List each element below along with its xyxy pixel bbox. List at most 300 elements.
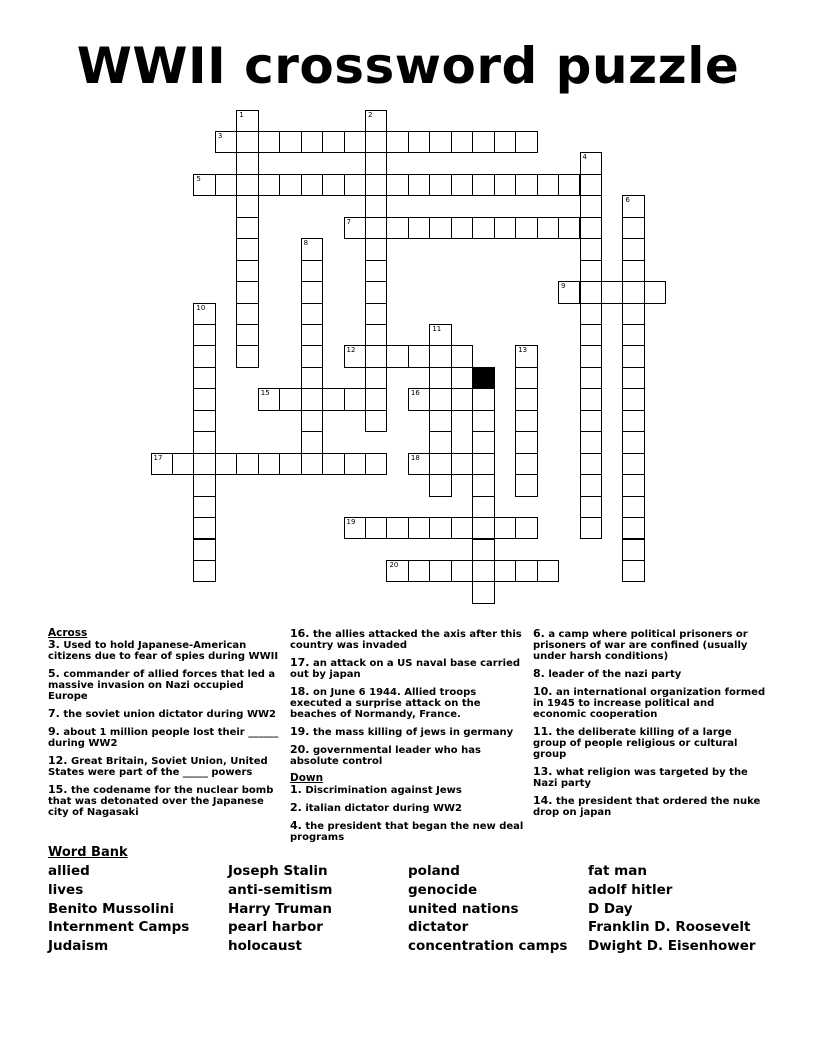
clue-text: the allies attacked the axis after this country was invaded	[290, 629, 522, 651]
grid-cell[interactable]	[622, 560, 644, 582]
grid-cell[interactable]	[301, 324, 323, 346]
grid-cell[interactable]	[472, 388, 494, 410]
clue-number: 18	[410, 453, 420, 462]
grid-cell[interactable]	[622, 517, 644, 539]
grid-cell[interactable]	[622, 260, 644, 282]
page-title: WWII crossword puzzle	[76, 37, 740, 95]
word-bank-word: Dwight D. Eisenhower	[588, 938, 756, 955]
clue-across	[48, 755, 283, 778]
grid-cell[interactable]	[301, 345, 323, 367]
clue-number: 20	[389, 560, 399, 569]
clue-num: 17.	[290, 656, 310, 669]
grid-cell[interactable]	[580, 453, 602, 475]
clue-across	[290, 726, 525, 738]
grid-cell[interactable]	[472, 560, 494, 582]
word-bank-word: Franklin D. Roosevelt	[588, 919, 751, 936]
grid-cell[interactable]	[322, 388, 344, 410]
grid-cell[interactable]	[580, 238, 602, 260]
grid-cell[interactable]	[622, 410, 644, 432]
grid-cell[interactable]	[365, 260, 387, 282]
clue-text: the president that ordered the nuke drop on japan	[533, 796, 761, 818]
grid-cell[interactable]	[408, 560, 430, 582]
grid-cell[interactable]	[515, 517, 537, 539]
clue-number: 2	[368, 110, 373, 119]
grid-cell[interactable]	[622, 367, 644, 389]
grid-cell[interactable]	[472, 474, 494, 496]
grid-cell[interactable]	[365, 345, 387, 367]
clue-number: 10	[196, 303, 206, 312]
clue-down	[533, 726, 768, 760]
clue-num: 4.	[290, 819, 302, 832]
grid-cell[interactable]	[365, 110, 387, 132]
grid-cell[interactable]	[172, 453, 194, 475]
clue-num: 3.	[48, 638, 60, 651]
word-bank-word: Judaism	[48, 938, 109, 955]
grid-cell[interactable]	[258, 453, 280, 475]
clue-number: 19	[346, 518, 356, 527]
grid-cell[interactable]	[258, 174, 280, 196]
clue-text: the deliberate killing of a large group of people religious or cultural group	[533, 727, 738, 760]
clue-across	[48, 668, 283, 702]
clue-text: the soviet union dictator during WW2	[63, 709, 276, 720]
grid-cell[interactable]	[622, 431, 644, 453]
grid-cell[interactable]	[193, 431, 215, 453]
grid-cell[interactable]	[622, 345, 644, 367]
grid-cell[interactable]	[301, 281, 323, 303]
grid-cell[interactable]	[322, 453, 344, 475]
grid-cell[interactable]	[580, 517, 602, 539]
grid-cell[interactable]	[515, 217, 537, 239]
grid-cell[interactable]	[301, 238, 323, 260]
grid-cell[interactable]	[622, 453, 644, 475]
grid-cell[interactable]	[365, 195, 387, 217]
grid-cell[interactable]	[236, 238, 258, 260]
grid-cell[interactable]	[622, 474, 644, 496]
grid-cell[interactable]	[236, 131, 258, 153]
grid-cell[interactable]	[344, 345, 366, 367]
grid-cell[interactable]	[580, 410, 602, 432]
grid-cell[interactable]	[429, 174, 451, 196]
grid-cell[interactable]	[365, 281, 387, 303]
clue-text: a camp where political prisoners or prisoners of war are confined (usually under harsh conditions)	[533, 629, 748, 662]
clue-across	[48, 784, 283, 818]
grid-cell[interactable]	[301, 174, 323, 196]
clue-down	[533, 628, 768, 662]
grid-cell[interactable]	[622, 539, 644, 561]
grid-cell[interactable]	[580, 367, 602, 389]
clue-down	[533, 795, 768, 818]
clue-across	[48, 708, 283, 720]
grid-cell[interactable]	[580, 324, 602, 346]
grid-cell[interactable]	[151, 453, 173, 475]
grid-cell[interactable]	[344, 217, 366, 239]
grid-cell[interactable]	[215, 131, 237, 153]
grid-cell[interactable]	[429, 560, 451, 582]
word-bank-word: Harry Truman	[228, 900, 333, 917]
grid-cell[interactable]	[515, 388, 537, 410]
word-bank-word: Joseph Stalin	[228, 863, 328, 879]
grid-cell[interactable]	[622, 388, 644, 410]
grid-cell[interactable]	[258, 388, 280, 410]
clue-text: an international organization formed in 1945 to increase political and economic cooperation	[533, 687, 766, 720]
clue-num: 2.	[290, 801, 302, 814]
grid-cell[interactable]	[472, 581, 494, 603]
grid-cell[interactable]	[301, 303, 323, 325]
grid-cell[interactable]	[515, 453, 537, 475]
clue-across	[290, 628, 525, 651]
grid-cell[interactable]	[344, 388, 366, 410]
grid-cell[interactable]	[322, 131, 344, 153]
word-bank-word: anti-semitism	[228, 881, 333, 898]
clue-number: 6	[625, 196, 630, 205]
grid-cell[interactable]	[537, 560, 559, 582]
clue-text: Used to hold Japanese-American citizens due to fear of spies during WWII	[48, 640, 279, 662]
grid-cell[interactable]	[472, 453, 494, 475]
clue-section-header: Across	[48, 627, 88, 639]
grid-cell[interactable]	[193, 345, 215, 367]
word-bank-header: Word Bank	[48, 845, 128, 860]
grid-cell[interactable]	[279, 388, 301, 410]
grid-cell[interactable]	[429, 453, 451, 475]
grid-cell[interactable]	[365, 453, 387, 475]
clue-across	[290, 744, 525, 767]
clue-num: 20.	[290, 743, 310, 756]
grid-cell[interactable]	[558, 281, 580, 303]
clue-text: leader of the nazi party	[548, 669, 682, 680]
grid-cell[interactable]	[451, 388, 473, 410]
grid-cell[interactable]	[472, 517, 494, 539]
grid-cell[interactable]	[301, 260, 323, 282]
clue-number: 9	[561, 282, 566, 291]
word-bank-word: concentration camps	[408, 938, 568, 955]
grid-cell[interactable]	[580, 217, 602, 239]
grid-cell[interactable]	[279, 131, 301, 153]
grid-cell[interactable]	[193, 367, 215, 389]
grid-cell[interactable]	[236, 303, 258, 325]
grid-cell[interactable]	[472, 217, 494, 239]
grid-cell[interactable]	[344, 131, 366, 153]
word-bank-word: Benito Mussolini	[48, 900, 174, 917]
grid-cell[interactable]	[365, 174, 387, 196]
grid-cell[interactable]	[408, 345, 430, 367]
clues-column-1	[48, 628, 283, 824]
word-bank-word: allied	[48, 863, 90, 879]
grid-cell[interactable]	[193, 388, 215, 410]
word-bank-column-1	[48, 862, 189, 956]
grid-cell[interactable]	[429, 474, 451, 496]
grid-cell[interactable]	[429, 324, 451, 346]
grid-cell[interactable]	[193, 539, 215, 561]
grid-cell[interactable]	[344, 174, 366, 196]
grid-cell[interactable]	[193, 496, 215, 518]
grid-cell[interactable]	[429, 517, 451, 539]
grid-cell[interactable]	[580, 345, 602, 367]
grid-cell[interactable]	[193, 560, 215, 582]
clue-text: an attack on a US naval base carried out by japan	[290, 658, 521, 680]
grid-cell[interactable]	[451, 345, 473, 367]
word-bank-word: holocaust	[228, 938, 302, 955]
grid-cell[interactable]	[408, 517, 430, 539]
grid-cell[interactable]	[622, 324, 644, 346]
grid-cell[interactable]	[494, 517, 516, 539]
grid-cell[interactable]	[236, 152, 258, 174]
grid-cell[interactable]	[622, 303, 644, 325]
grid-cell[interactable]	[236, 281, 258, 303]
grid-cell[interactable]	[193, 324, 215, 346]
clue-text: what religion was targeted by the Nazi party	[533, 767, 748, 789]
grid-cell[interactable]	[386, 131, 408, 153]
clue-down	[533, 686, 768, 720]
grid-cell[interactable]	[236, 110, 258, 132]
clue-text: Great Britain, Soviet Union, United States were part of the _____ powers	[48, 756, 268, 778]
grid-cell[interactable]	[451, 453, 473, 475]
grid-cell[interactable]	[193, 517, 215, 539]
clue-text: about 1 million people lost their ______ during WW2	[48, 727, 279, 749]
grid-cell[interactable]	[494, 174, 516, 196]
clue-num: 13.	[533, 765, 553, 778]
clue-num: 14.	[533, 794, 553, 807]
grid-cell[interactable]	[622, 281, 644, 303]
grid-cell[interactable]	[365, 367, 387, 389]
grid-cell[interactable]	[515, 431, 537, 453]
grid-cell[interactable]	[365, 324, 387, 346]
grid-cell[interactable]	[236, 195, 258, 217]
grid-cell[interactable]	[622, 195, 644, 217]
word-bank-word: genocide	[408, 881, 478, 898]
clues-column-2	[290, 628, 525, 849]
grid-cell[interactable]	[344, 453, 366, 475]
clue-number: 13	[518, 346, 528, 355]
grid-cell[interactable]	[580, 152, 602, 174]
grid-cell[interactable]	[386, 560, 408, 582]
grid-cell[interactable]	[429, 388, 451, 410]
grid-cell[interactable]	[472, 131, 494, 153]
clue-num: 11.	[533, 725, 553, 738]
grid-cell[interactable]	[408, 174, 430, 196]
grid-cell[interactable]	[236, 217, 258, 239]
grid-cell[interactable]	[408, 453, 430, 475]
clue-num: 16.	[290, 627, 310, 640]
word-bank-word: pearl harbor	[228, 919, 323, 936]
clue-section-header: Down	[290, 772, 324, 784]
grid-cell[interactable]	[515, 474, 537, 496]
clue-down	[290, 802, 525, 814]
grid-cell[interactable]	[301, 388, 323, 410]
grid-cell[interactable]	[494, 131, 516, 153]
grid-cell[interactable]	[494, 560, 516, 582]
grid-cell[interactable]	[537, 174, 559, 196]
grid-cell[interactable]	[472, 174, 494, 196]
clue-number: 3	[217, 131, 223, 140]
grid-cell[interactable]	[322, 174, 344, 196]
grid-cell[interactable]	[580, 388, 602, 410]
grid-cell[interactable]	[193, 453, 215, 475]
grid-cell[interactable]	[622, 217, 644, 239]
grid-cell[interactable]	[601, 281, 623, 303]
grid-cell[interactable]	[365, 517, 387, 539]
grid-cell[interactable]	[515, 131, 537, 153]
clue-number: 1	[239, 110, 244, 119]
clue-number: 15	[260, 389, 270, 398]
grid-cell[interactable]	[236, 453, 258, 475]
grid-cell[interactable]	[494, 217, 516, 239]
grid-cell[interactable]	[451, 517, 473, 539]
grid-cell[interactable]	[193, 410, 215, 432]
grid-block	[472, 367, 494, 389]
word-bank-column-2	[228, 862, 332, 956]
grid-cell[interactable]	[472, 431, 494, 453]
clue-down	[533, 668, 768, 680]
clue-across	[48, 639, 283, 662]
grid-cell[interactable]	[622, 238, 644, 260]
grid-cell[interactable]	[408, 388, 430, 410]
clue-number: 17	[153, 453, 163, 462]
grid-cell[interactable]	[429, 367, 451, 389]
word-bank-word: Internment Camps	[48, 919, 190, 936]
clue-text: commander of allied forces that led a massive invasion on Nazi occupied Europe	[48, 669, 276, 702]
word-bank-word: poland	[408, 863, 460, 879]
grid-cell[interactable]	[429, 410, 451, 432]
grid-cell[interactable]	[236, 324, 258, 346]
grid-cell[interactable]	[472, 496, 494, 518]
word-bank-word: adolf hitler	[588, 881, 673, 898]
clue-num: 8.	[533, 667, 545, 680]
grid-cell[interactable]	[365, 410, 387, 432]
grid-cell[interactable]	[365, 388, 387, 410]
grid-cell[interactable]	[472, 410, 494, 432]
clue-text: the mass killing of jews in germany	[312, 727, 514, 738]
grid-cell[interactable]	[365, 152, 387, 174]
grid-cell[interactable]	[558, 174, 580, 196]
grid-cell[interactable]	[515, 410, 537, 432]
grid-cell[interactable]	[580, 281, 602, 303]
clues-column-3	[533, 628, 768, 824]
grid-cell[interactable]	[451, 131, 473, 153]
grid-cell[interactable]	[580, 260, 602, 282]
word-bank-column-4	[588, 862, 756, 956]
word-bank-word: D Day	[588, 900, 633, 917]
clue-across	[290, 686, 525, 720]
grid-cell[interactable]	[301, 431, 323, 453]
clue-number: 4	[582, 153, 587, 162]
clue-text: the codename for the nuclear bomb that was detonated over the Japanese city of Nagasaki	[48, 785, 274, 818]
grid-cell[interactable]	[365, 238, 387, 260]
clue-num: 5.	[48, 667, 60, 680]
grid-cell[interactable]	[344, 517, 366, 539]
grid-cell[interactable]	[429, 345, 451, 367]
grid-cell[interactable]	[580, 474, 602, 496]
clue-number: 8	[303, 239, 309, 248]
grid-cell[interactable]	[301, 367, 323, 389]
word-bank-word: united nations	[408, 900, 519, 917]
grid-cell[interactable]	[408, 131, 430, 153]
clue-across	[290, 657, 525, 680]
grid-cell[interactable]	[386, 217, 408, 239]
grid-cell[interactable]	[515, 345, 537, 367]
grid-cell[interactable]	[558, 217, 580, 239]
grid-cell[interactable]	[301, 131, 323, 153]
clue-text: on June 6 1944. Allied troops executed a surprise attack on the beaches of Normandy, France.	[290, 687, 481, 720]
clue-down	[290, 784, 525, 796]
grid-cell[interactable]	[580, 431, 602, 453]
grid-cell[interactable]	[515, 174, 537, 196]
clue-num: 7.	[48, 707, 60, 720]
grid-cell[interactable]	[515, 367, 537, 389]
grid-cell[interactable]	[580, 195, 602, 217]
clue-number: 11	[432, 325, 442, 333]
clue-num: 15.	[48, 783, 68, 796]
grid-cell[interactable]	[472, 539, 494, 561]
grid-cell[interactable]	[580, 174, 602, 196]
clue-text: Discrimination against Jews	[305, 785, 462, 796]
grid-cell[interactable]	[365, 303, 387, 325]
grid-cell[interactable]	[451, 560, 473, 582]
clue-text: governmental leader who has absolute control	[290, 745, 481, 767]
grid-cell[interactable]	[215, 453, 237, 475]
clue-across	[48, 726, 283, 749]
grid-cell[interactable]	[451, 174, 473, 196]
grid-cell[interactable]	[193, 474, 215, 496]
word-bank-word: lives	[48, 881, 84, 898]
grid-cell[interactable]	[365, 131, 387, 153]
clue-num: 18.	[290, 685, 310, 698]
clue-num: 10.	[533, 685, 553, 698]
grid-cell[interactable]	[429, 431, 451, 453]
clue-text: italian dictator during WW2	[305, 803, 463, 814]
grid-cell[interactable]	[408, 217, 430, 239]
clue-number: 5	[196, 174, 201, 183]
grid-cell[interactable]	[580, 303, 602, 325]
grid-cell[interactable]	[215, 174, 237, 196]
grid-cell[interactable]	[386, 174, 408, 196]
clue-number: 14	[475, 367, 485, 376]
grid-cell[interactable]	[279, 453, 301, 475]
grid-cell[interactable]	[193, 303, 215, 325]
grid-cell[interactable]	[301, 453, 323, 475]
grid-cell[interactable]	[236, 174, 258, 196]
grid-cell[interactable]	[537, 217, 559, 239]
word-bank-word: fat man	[588, 863, 647, 879]
clue-down	[533, 766, 768, 789]
clue-num: 12.	[48, 754, 68, 767]
grid-cell[interactable]	[386, 517, 408, 539]
grid-cell[interactable]	[236, 345, 258, 367]
grid-cell[interactable]	[193, 174, 215, 196]
grid-cell[interactable]	[429, 217, 451, 239]
clue-number: 12	[346, 346, 356, 355]
grid-cell[interactable]	[451, 217, 473, 239]
word-bank-column-3	[408, 862, 567, 956]
grid-cell[interactable]	[429, 131, 451, 153]
grid-cell[interactable]	[644, 281, 666, 303]
clue-num: 6.	[533, 627, 545, 640]
clue-number: 16	[410, 389, 420, 398]
clue-down	[290, 820, 525, 843]
grid-cell[interactable]	[365, 217, 387, 239]
clue-num: 1.	[290, 783, 302, 796]
clue-number: 7	[346, 217, 352, 226]
grid-cell[interactable]	[301, 410, 323, 432]
clue-num: 19.	[290, 725, 310, 738]
grid-cell[interactable]	[279, 174, 301, 196]
grid-cell[interactable]	[258, 131, 280, 153]
grid-cell[interactable]	[236, 260, 258, 282]
grid-cell[interactable]	[515, 560, 537, 582]
grid-cell[interactable]	[580, 496, 602, 518]
clue-num: 9.	[48, 725, 60, 738]
grid-cell[interactable]	[386, 345, 408, 367]
grid-cell[interactable]	[622, 496, 644, 518]
